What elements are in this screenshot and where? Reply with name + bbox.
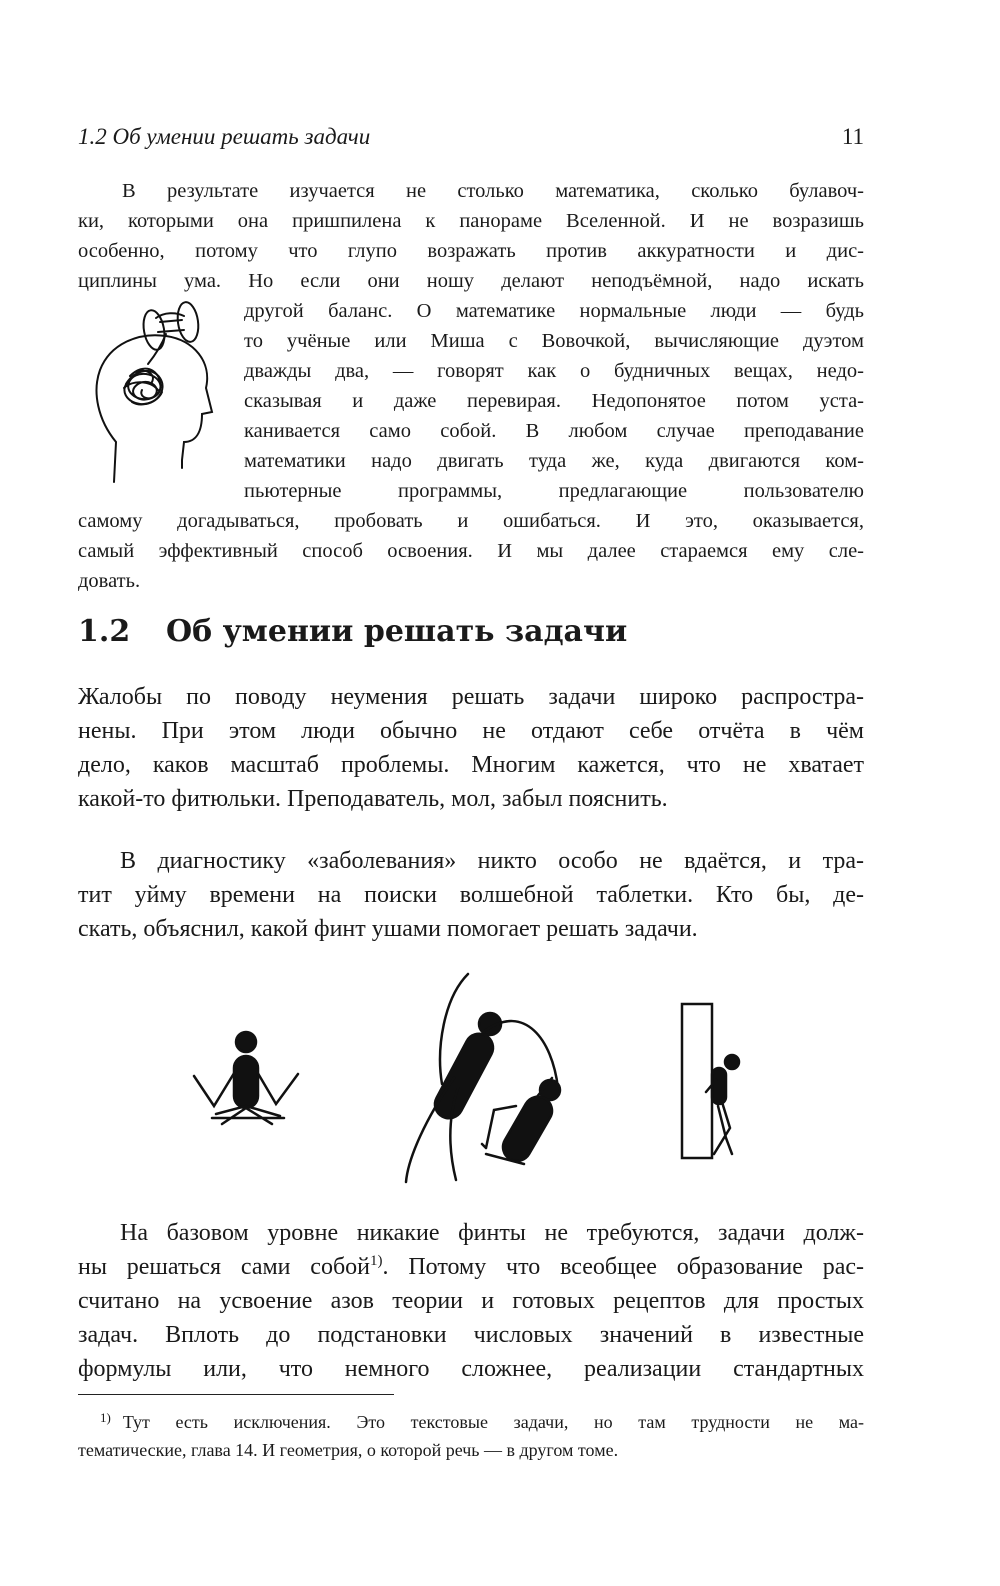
text-line: циплины ума. Но если они ношу делают неподъёмной, надо искать xyxy=(78,270,864,292)
footnote-text: Тут есть исключения. Это текстовые задачи, но там трудности не ма- xyxy=(122,1412,864,1432)
text-line: дело, каков масштаб проблемы. Многим кажется, что не хватает xyxy=(78,752,864,778)
paragraph xyxy=(78,844,864,946)
text-fragment: . Потому что всеобщее образование рас- xyxy=(382,1254,865,1280)
figure-behind-wall xyxy=(682,1004,739,1158)
text-line: скать, объяснил, какой финт ушами помогает решать задачи. xyxy=(78,916,698,942)
footnote-marker[interactable]: 1) xyxy=(370,1253,383,1269)
page-number: 11 xyxy=(841,124,864,149)
text-line: особенно, потому что глупо возражать против аккуратности и дис- xyxy=(78,240,864,262)
text-line: На базовом уровне никакие финты не требуются, задачи долж- xyxy=(120,1220,864,1246)
text-line: самый эффективный способ освоения. И мы далее стараемся ему сле- xyxy=(78,540,864,562)
paragraph xyxy=(78,1216,864,1386)
text-line: пьютерные программы, предлагающие пользователю xyxy=(244,480,864,502)
text-line: то учёные или Миша с Вовочкой, вычисляющие дуэтом xyxy=(244,330,864,352)
text-line: считано на усвоение азов теории и готовых рецептов для простых xyxy=(78,1288,864,1314)
text-line: формулы или, что немного сложнее, реализации стандартных xyxy=(78,1356,864,1382)
footnote xyxy=(78,1404,864,1464)
text-line: задач. Вплоть до подстановки числовых значений в известные xyxy=(78,1322,864,1348)
footnote-line xyxy=(78,1404,864,1436)
text-line: тит уйму времени на поиски волшебной таблетки. Кто бы, де- xyxy=(78,882,864,908)
text-line: канивается само собой. В любом случае преподавание xyxy=(244,420,864,442)
text-fragment: ны решаться сами собой xyxy=(78,1254,371,1280)
falling-figures xyxy=(406,974,560,1182)
stick-figures-illustration xyxy=(186,968,746,1196)
text-line: ки, которыми она пришпилена к панораме Вселенной. И не возразишь xyxy=(78,210,864,232)
text-line: довать. xyxy=(78,570,141,592)
text-line: нены. При этом люди обычно не отдают себе отчёта в чём xyxy=(78,718,864,744)
text-line: Жалобы по поводу неумения решать задачи широко распростра- xyxy=(78,684,864,710)
footnote-line: тематические, глава 14. И геометрия, о которой речь — в другом томе. xyxy=(78,1440,619,1460)
text-line: самому догадываться, пробовать и ошибаться. И это, оказывается, xyxy=(78,510,864,532)
head-with-tangled-thoughts-illustration xyxy=(86,292,228,492)
running-head xyxy=(78,124,864,156)
section-heading xyxy=(78,612,864,652)
text-line: какой-то фитюльки. Преподаватель, мол, забыл пояснить. xyxy=(78,786,668,812)
text-line: математики надо двигать туда же, куда двигаются ком- xyxy=(244,450,864,472)
text-line-with-footnote xyxy=(78,1250,864,1284)
text-line: другой баланс. О математике нормальные люди — будь xyxy=(244,300,864,322)
section-title: Об умении решать задачи xyxy=(166,614,628,649)
meditating-figure xyxy=(194,1032,298,1124)
running-head-title: 1.2 Об умении решать задачи xyxy=(78,124,371,149)
text-line: сказывая и даже перевирая. Недопонятое потом уста- xyxy=(244,390,864,412)
text-line: В диагностику «заболевания» никто особо не вдаётся, и тра- xyxy=(120,848,864,874)
section-number: 1.2 xyxy=(78,614,131,649)
footnote-divider xyxy=(78,1394,394,1395)
text-line: дважды два, — говорят как о будничных вещах, недо- xyxy=(244,360,864,382)
text-line: В результате изучается не столько математика, сколько булавоч- xyxy=(122,180,864,202)
paragraph xyxy=(78,680,864,816)
footnote-number: 1) xyxy=(100,1410,111,1425)
